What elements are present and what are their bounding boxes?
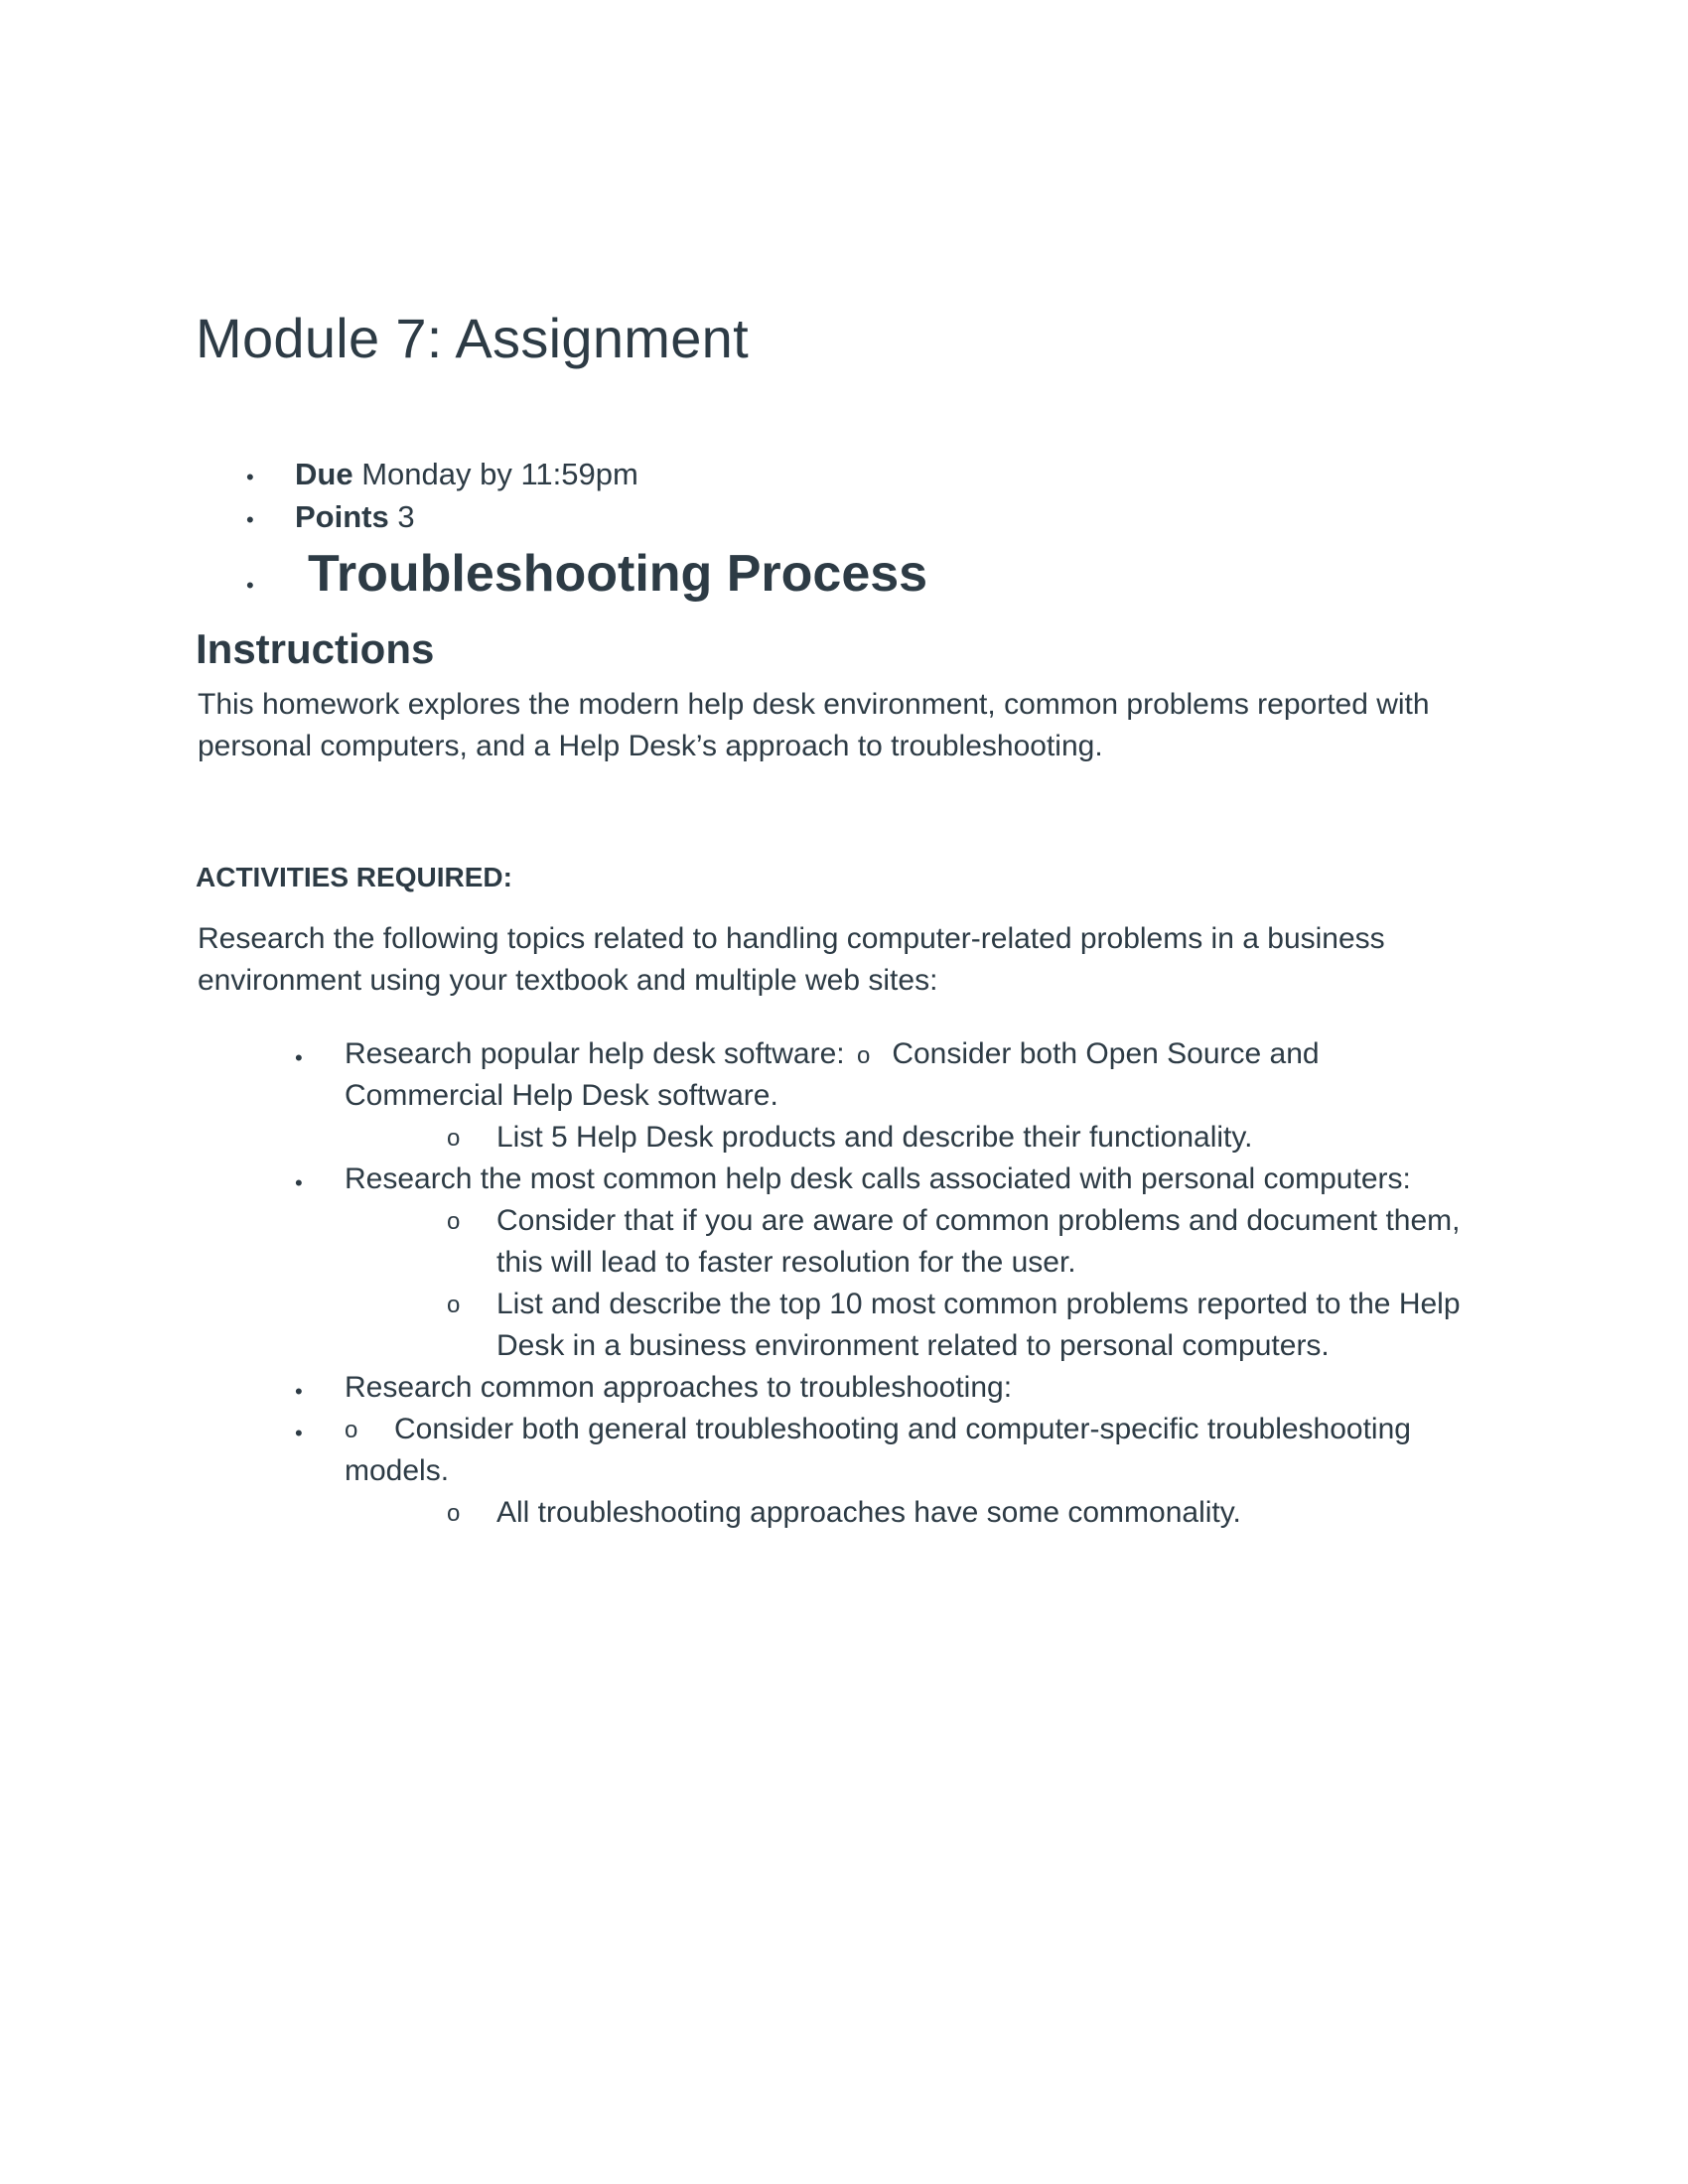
list-item-text: Commercial Help Desk software. [345, 1079, 778, 1112]
sub-list-item: All troubleshooting approaches have some commonality. [496, 1496, 1241, 1529]
sub-list-item-text: Desk in a business environment related to personal computers. [496, 1329, 1330, 1362]
activities-intro-line: environment using your textbook and multiple web sites: [198, 964, 938, 997]
sub-bullet-marker: o [856, 1042, 871, 1069]
instructions-line: personal computers, and a Help Desk’s approach to troubleshooting. [198, 730, 1103, 762]
sub-list-item: Consider that if you are aware of common problems and document them, [496, 1204, 1461, 1237]
list-item-text: models. [345, 1454, 450, 1487]
page-title: Module 7: Assignment [196, 307, 749, 369]
sub-list-item: List 5 Help Desk products and describe their functionality. [496, 1121, 1253, 1154]
list-item-text: Research popular help desk software: [345, 1037, 853, 1070]
sub-list-item-text: this will lead to faster resolution for the user. [496, 1246, 1076, 1279]
points-value: 3 [397, 499, 415, 534]
bullet-marker: • [295, 1170, 303, 1195]
section-title: Troubleshooting Process [308, 545, 928, 603]
sub-bullet-marker: o [447, 1208, 461, 1235]
list-item: Research common approaches to troubleshooting: [345, 1371, 1013, 1404]
activities-heading: ACTIVITIES REQUIRED: [196, 862, 512, 892]
bullet-marker: • [295, 1379, 303, 1404]
sub-bullet-marker: o [447, 1125, 461, 1152]
due-value: Monday by 11:59pm [361, 457, 638, 491]
instructions-line: This homework explores the modern help desk environment, common problems reported with [198, 688, 1430, 721]
bullet-marker: • [295, 1045, 303, 1070]
bullet-marker: • [246, 465, 254, 489]
instructions-heading: Instructions [196, 625, 435, 672]
activities-intro-line: Research the following topics related to handling computer-related problems in a business [198, 922, 1385, 955]
list-item: Consider both general troubleshooting and computer-specific troubleshooting [394, 1413, 1411, 1445]
list-item: Research the most common help desk calls associated with personal computers: [345, 1162, 1411, 1195]
sub-bullet-marker: o [345, 1417, 358, 1443]
bullet-marker: • [295, 1421, 303, 1445]
bullet-marker: • [246, 573, 254, 598]
sub-bullet-marker: o [447, 1500, 461, 1527]
sub-list-item: List and describe the top 10 most common problems reported to the Help [496, 1288, 1461, 1320]
bullet-marker: • [246, 507, 254, 532]
points-line [295, 499, 415, 535]
sub-bullet-marker: o [447, 1292, 461, 1318]
list-item [345, 1037, 1320, 1071]
points-label: Points [295, 499, 389, 534]
list-item-text: Consider both Open Source and [892, 1037, 1320, 1070]
due-label: Due [295, 457, 353, 491]
due-date-line [295, 457, 638, 492]
